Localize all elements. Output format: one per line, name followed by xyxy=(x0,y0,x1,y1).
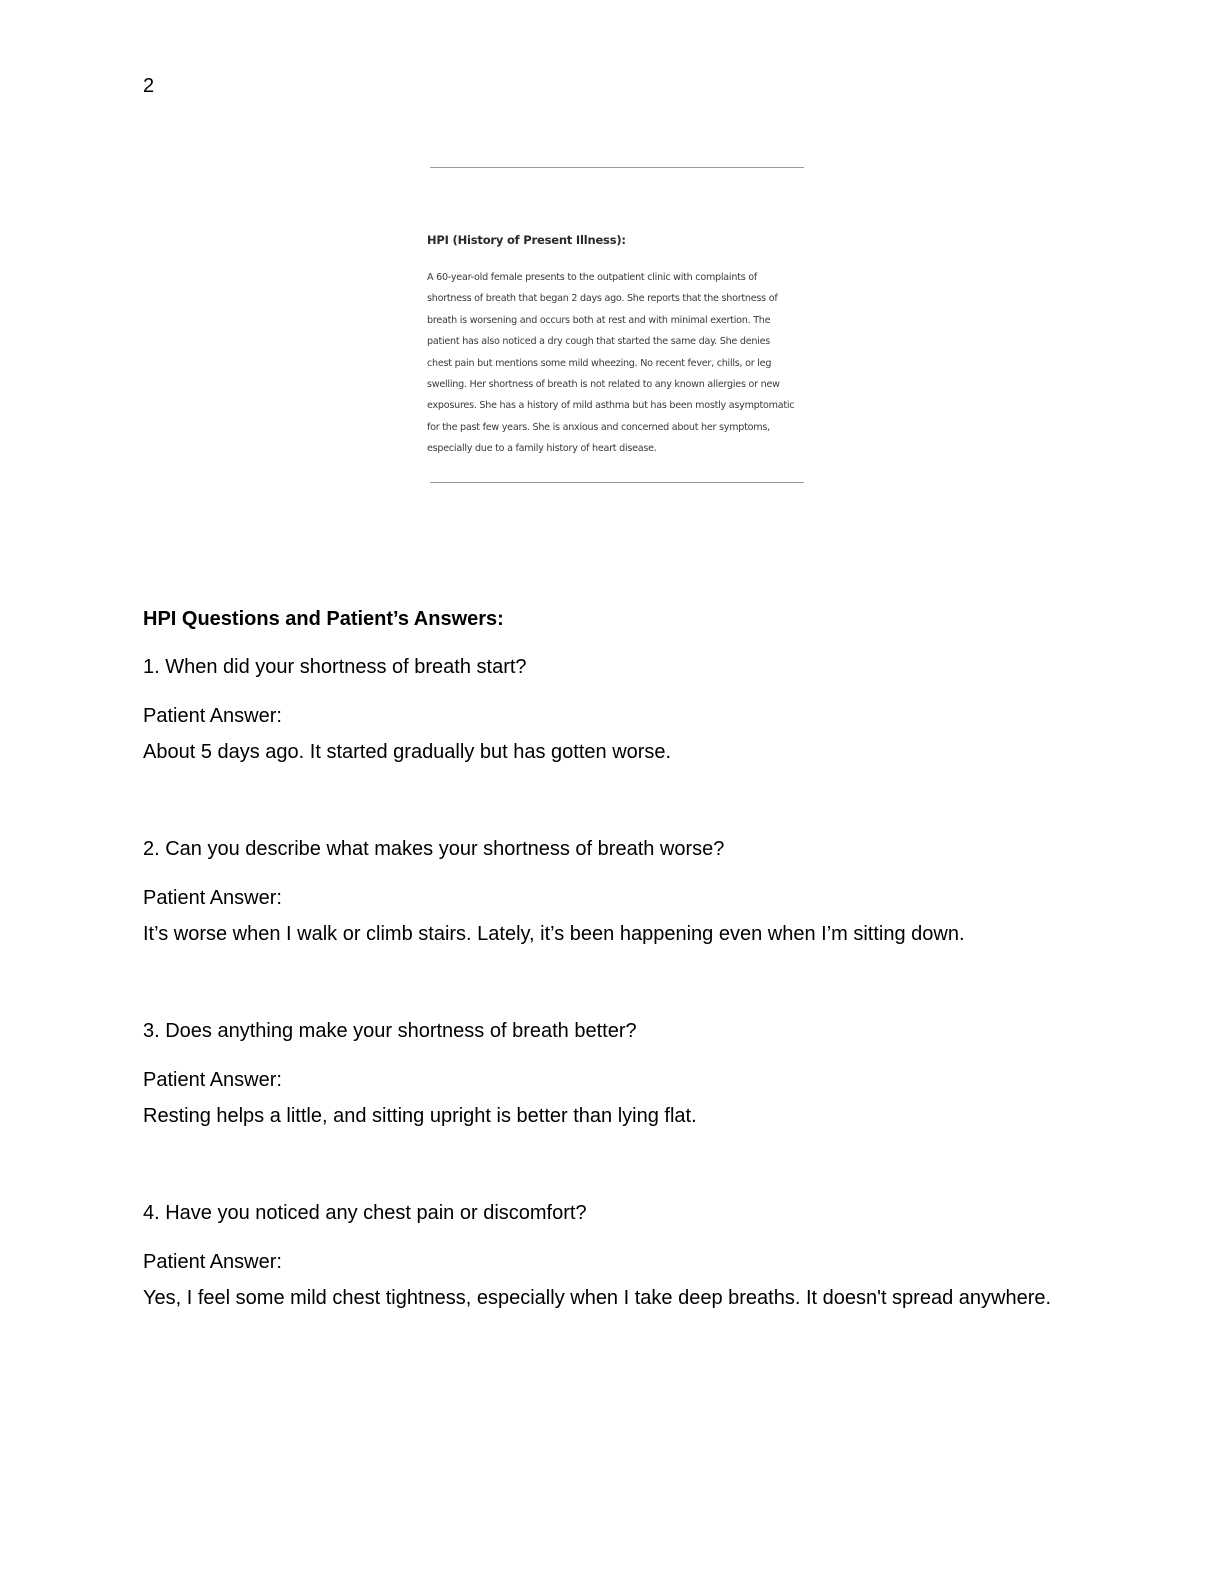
hpi-line: shortness of breath that began 2 days ago. She reports that the shortness of xyxy=(427,293,778,305)
qa-item-2 xyxy=(143,835,1083,951)
hpi-image xyxy=(420,160,812,492)
question-text: 1. When did your shortness of breath start? xyxy=(143,656,527,678)
answer-label: Patient Answer: xyxy=(143,705,282,727)
hpi-line: A 60-year-old female presents to the outpatient clinic with complaints of xyxy=(427,272,757,283)
answer-label: Patient Answer: xyxy=(143,1069,282,1091)
question-text: 2. Can you describe what makes your shortness of breath worse? xyxy=(143,838,725,860)
hpi-body xyxy=(427,267,807,460)
qa-item-4 xyxy=(143,1199,1083,1315)
answer-text: It’s worse when I walk or climb stairs. Lately, it’s been happening even when I’m sitting down. xyxy=(143,923,965,945)
qa-heading: HPI Questions and Patient’s Answers: xyxy=(143,608,504,630)
answer-label: Patient Answer: xyxy=(143,887,282,909)
answer-text: Yes, I feel some mild chest tightness, especially when I take deep breaths. It doesn't spread anywhere. xyxy=(143,1287,1052,1309)
hpi-line: for the past few years. She is anxious and concerned about her symptoms, xyxy=(427,421,770,433)
qa-item-3 xyxy=(143,1017,1083,1133)
hpi-line: swelling. Her shortness of breath is not related to any known allergies or new xyxy=(427,379,780,391)
answer-text: Resting helps a little, and sitting upright is better than lying flat. xyxy=(143,1105,697,1127)
hpi-bottom-divider xyxy=(430,482,804,483)
hpi-line: especially due to a family history of heart disease. xyxy=(427,443,657,455)
qa-item-1 xyxy=(143,653,1083,769)
answer-label: Patient Answer: xyxy=(143,1251,282,1273)
hpi-line: breath is worsening and occurs both at rest and with minimal exertion. The xyxy=(427,314,771,326)
hpi-top-divider xyxy=(430,167,804,168)
hpi-line: exposures. She has a history of mild asthma but has been mostly asymptomatic xyxy=(427,400,795,412)
question-text: 4. Have you noticed any chest pain or discomfort? xyxy=(143,1202,587,1224)
hpi-line: patient has also noticed a dry cough that started the same day. She denies xyxy=(427,336,771,348)
answer-text: About 5 days ago. It started gradually but has gotten worse. xyxy=(143,741,672,763)
hpi-title: HPI (History of Present Illness): xyxy=(427,233,626,247)
page-number: 2 xyxy=(143,75,155,97)
hpi-line: chest pain but mentions some mild wheezing. No recent fever, chills, or leg xyxy=(427,357,772,369)
question-text: 3. Does anything make your shortness of breath better? xyxy=(143,1020,637,1042)
